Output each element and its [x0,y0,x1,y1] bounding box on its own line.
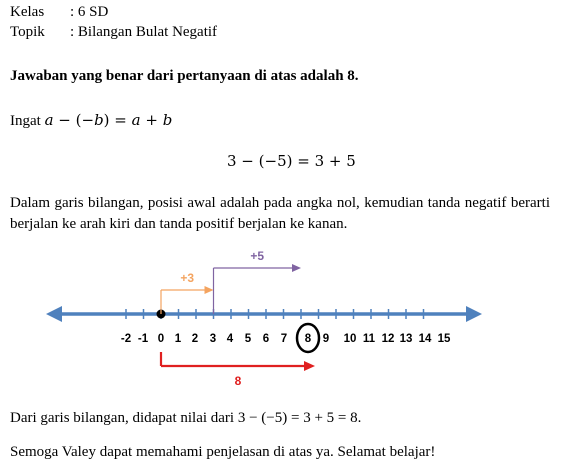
tick-label: 10 [343,333,357,345]
tick-label: 9 [322,333,330,345]
step2-arrow [214,249,302,314]
rule-b: b [94,111,104,129]
tick-label: 12 [381,333,395,345]
rule-op3: + [140,111,163,129]
conclusion-statement: Dari garis bilangan, didapat nilai dari 3 − (−5) = 3 + 5 = 8. [10,410,362,426]
tick-label: 0 [157,333,165,345]
meta-topik-key: Topik [10,24,45,40]
tick-label: 7 [280,333,288,345]
explanation-paragraph: Dalam garis bilangan, posisi awal adalah pada angka nol, kemudian tanda negatif berarti berjalan ke arah kiri dan tanda positif berjalan ke kanan. [10,195,550,232]
tick-label: 13 [399,333,413,345]
tick-label: 5 [244,333,252,345]
equation: 3 − (−5) = 3 + 5 [227,152,356,170]
result-arrow-label: 8 [234,374,242,388]
step1-arrow-head [205,286,214,294]
meta-kelas-value: : 6 SD [70,4,109,20]
tick-label: 14 [418,333,432,345]
closing-statement: Semoga Valey dapat memahami penjelasan di atas ya. Selamat belajar! [10,444,436,460]
tick-label: 8 [304,333,312,345]
tick-label: 4 [226,333,234,345]
step2-arrow-label: +5 [250,249,265,263]
rule-a2: a [131,111,141,129]
tick-label: 11 [362,333,376,345]
rule-b2: b [162,111,173,129]
number-line-tick-labels [121,333,451,345]
meta-kelas-key: Kelas [10,4,45,20]
rule-op2: ) = [103,111,132,129]
tick-label: -2 [120,333,132,345]
meta-topik-value: : Bilangan Bulat Negatif [70,24,218,40]
tick-label: 2 [191,333,199,345]
tick-label: 15 [437,333,451,345]
tick-label: 6 [262,333,270,345]
step2-arrow-head [292,264,301,272]
number-line-marks [157,249,320,388]
rule-op1: − (− [53,111,95,129]
result-arrow [161,352,315,388]
tick-label: 3 [209,333,217,345]
tick-label: 1 [174,333,182,345]
number-line-left-arrowhead [46,306,62,322]
number-line-right-arrowhead [466,306,482,322]
tick-label: -1 [137,333,149,345]
step1-arrow [161,271,214,314]
rule-a: a [44,111,54,129]
result-arrow-head [304,361,315,371]
rule-prefix: Ingat [10,113,45,129]
answer-statement: Jawaban yang benar dari pertanyaan di atas adalah 8. [10,68,359,84]
step1-arrow-label: +3 [180,271,195,285]
